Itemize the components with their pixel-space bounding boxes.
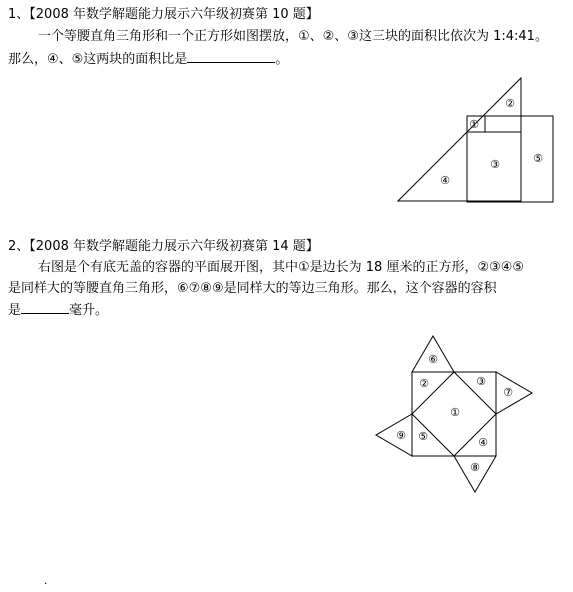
fig2-label-4: ④ [478,436,488,449]
problem2-text-prefix: 是 [8,303,22,318]
fig2-label-1: ① [450,406,460,419]
fig2-label-8: ⑧ [470,461,480,474]
problem1-heading: 1、【2008 年数学解题能力展示六年级初赛第 10 题】 [8,7,319,22]
fig2-label-5: ⑤ [418,430,428,443]
problem2-text-line2: 是同样大的等腰直角三角形，⑥⑦⑧⑨是同样大的等边三角形。那么，这个容器的容积 [8,281,497,296]
footer-mark: . [44,574,48,587]
problem1-text-suffix: 。 [275,52,289,67]
figure1 [398,78,553,202]
fig1-label-4: ④ [440,174,450,187]
figure1-triangle [398,78,521,201]
fig2-label-7: ⑦ [503,386,513,399]
fig2-label-6: ⑥ [428,353,438,366]
problem2-text-suffix: 毫升。 [69,303,109,318]
fig1-label-5: ⑤ [533,152,543,165]
fig2-label-3: ③ [476,375,486,388]
fig2-label-2: ② [419,377,429,390]
fig1-label-3: ③ [490,158,500,171]
figure2-triangle-9 [376,414,412,456]
fig1-label-2: ② [505,97,515,110]
fig1-label-1: ① [469,118,479,131]
problem1-text-line1: 一个等腰直角三角形和一个正方形如图摆放，①、②、③这三块的面积比依次为 1:4:41。 [38,29,548,44]
problem1-text-prefix: 那么，④、⑤这两块的面积比是 [8,52,188,67]
problem2-text-line1: 右图是个有底无盖的容器的平面展开图，其中①是边长为 18 厘米的正方形，②③④⑤ [38,260,525,275]
fig2-label-9: ⑨ [396,429,406,442]
figure2-triangle-7 [496,372,532,414]
problem2-heading: 2、【2008 年数学解题能力展示六年级初赛第 14 题】 [8,239,319,254]
